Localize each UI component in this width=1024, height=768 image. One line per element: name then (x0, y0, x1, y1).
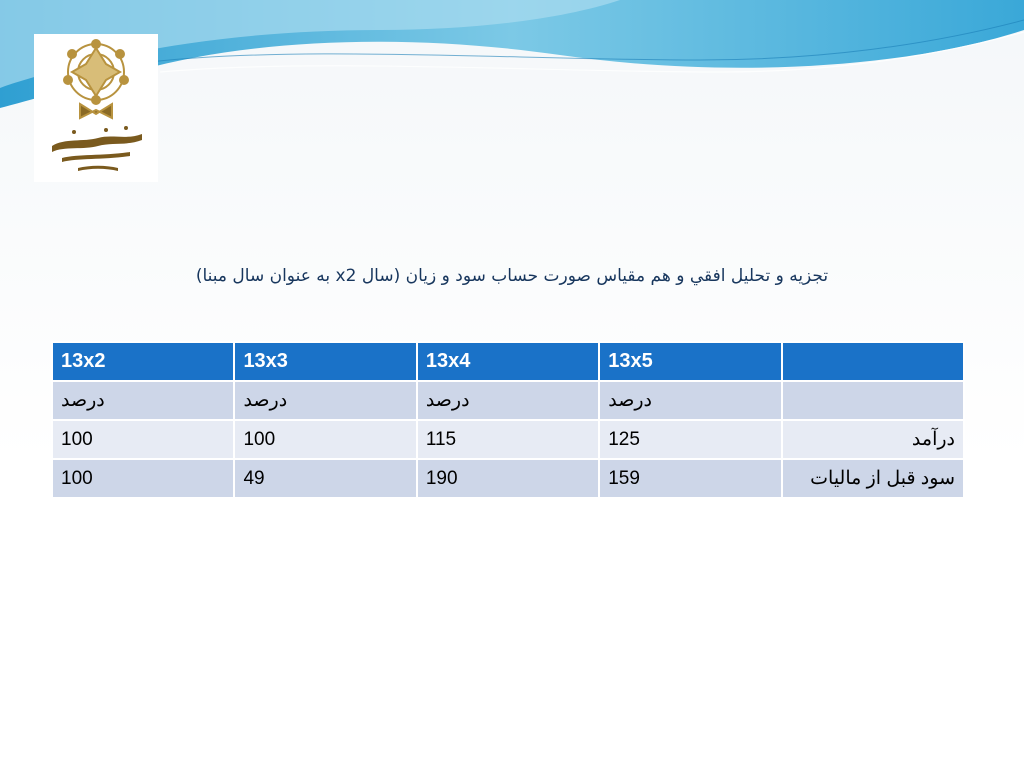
table-row-revenue (52, 420, 964, 459)
row-label: درآمد (782, 420, 964, 459)
slide-title: تجزیه و تحلیل افقي و هم مقیاس صورت حساب سود و زیان (سال x2 به عنوان سال مبنا) (195, 266, 829, 286)
table-cell: 190 (417, 459, 599, 498)
comparison-table (51, 341, 965, 499)
table-cell: درصد (52, 381, 234, 420)
table-header-row (52, 342, 964, 381)
table-cell: 159 (599, 459, 781, 498)
table-cell: درصد (599, 381, 781, 420)
column-header-13x4: 13x4 (417, 342, 599, 381)
table-cell: 100 (52, 459, 234, 498)
column-header-label (782, 342, 964, 381)
column-header-13x5: 13x5 (599, 342, 781, 381)
row-label: سود قبل از مالیات (782, 459, 964, 498)
table-row-profit-before-tax (52, 459, 964, 498)
table-cell: درصد (234, 381, 416, 420)
column-header-13x3: 13x3 (234, 342, 416, 381)
table-cell: درصد (417, 381, 599, 420)
table-cell: 115 (417, 420, 599, 459)
company-logo (34, 34, 158, 182)
row-label (782, 381, 964, 420)
table-cell: 49 (234, 459, 416, 498)
table-cell: 125 (599, 420, 781, 459)
table-row-units (52, 381, 964, 420)
column-header-13x2: 13x2 (52, 342, 234, 381)
table-cell: 100 (52, 420, 234, 459)
table-cell: 100 (234, 420, 416, 459)
tehran-stock-exchange-emblem-icon (34, 34, 158, 182)
